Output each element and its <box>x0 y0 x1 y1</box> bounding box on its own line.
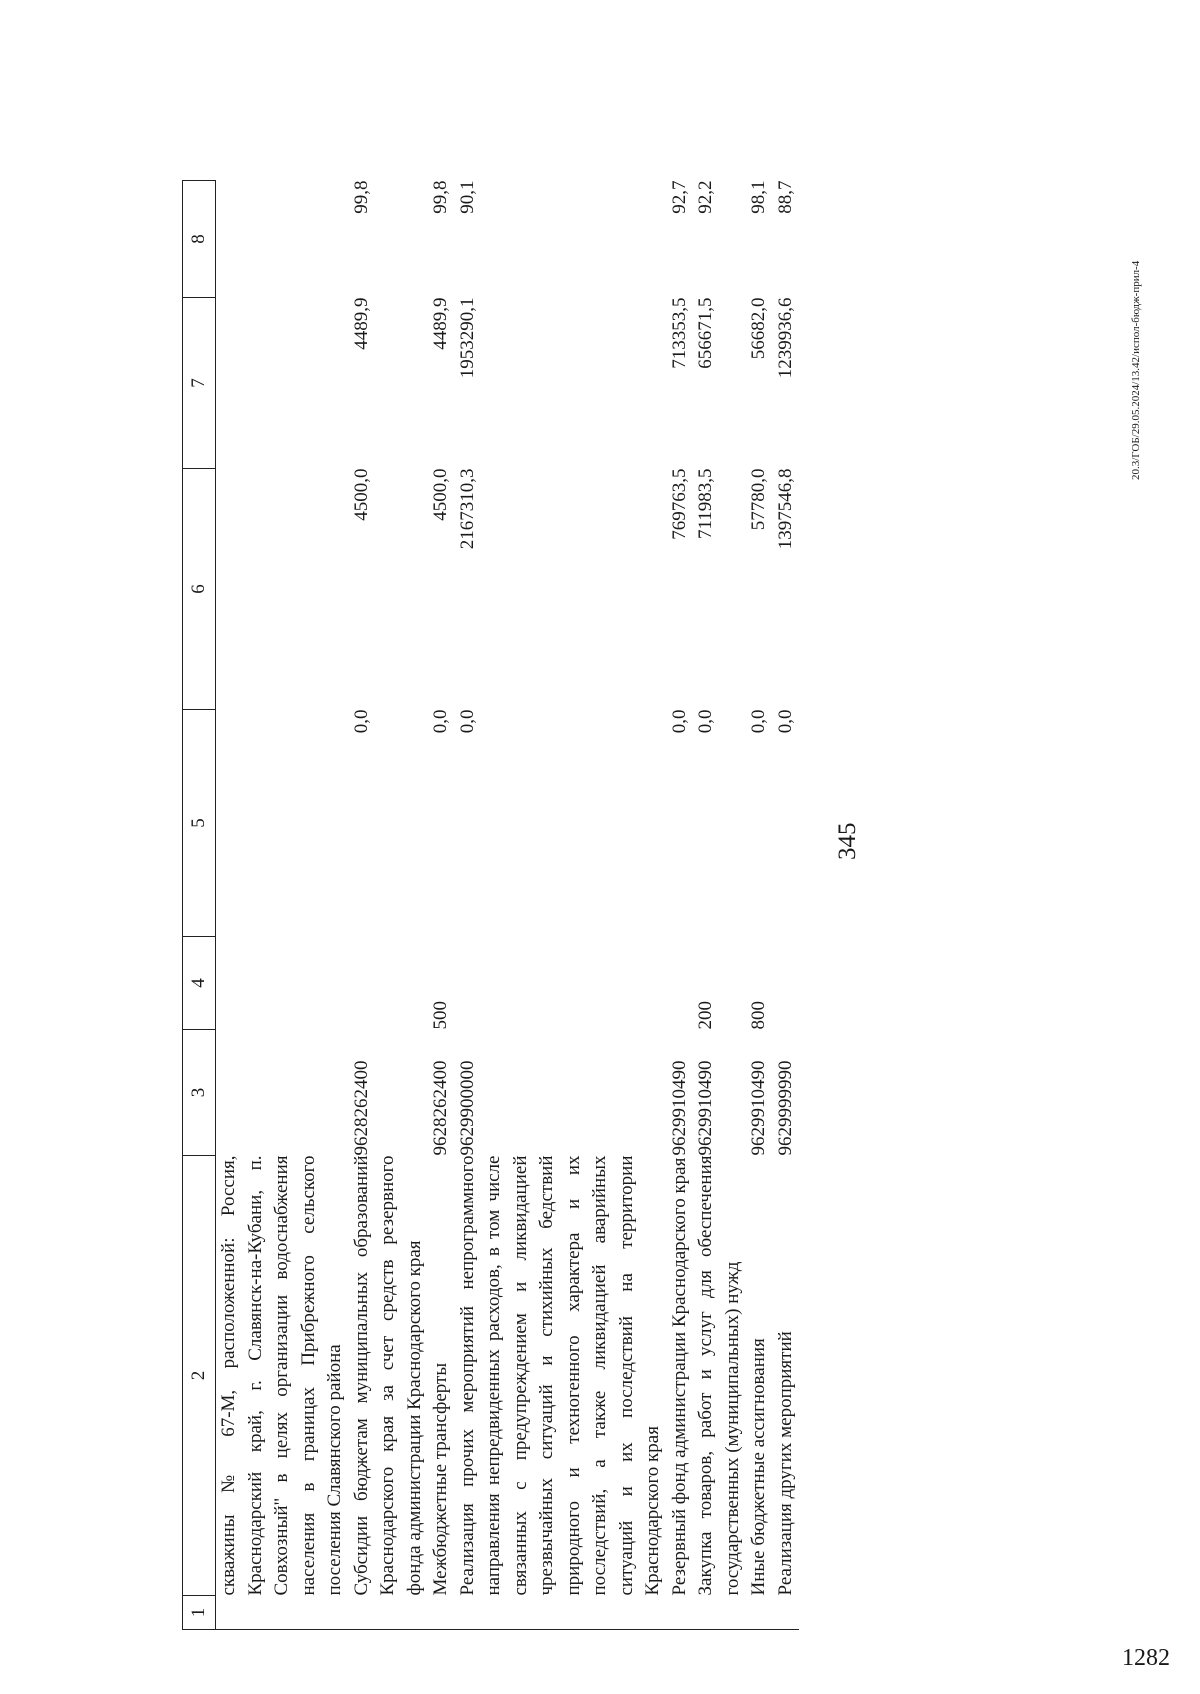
value-col6: 711983,5 <box>695 468 716 540</box>
expense-kind-code: 200 <box>695 1001 716 1030</box>
value-col5: 0,0 <box>350 709 372 734</box>
row-index-cell <box>773 1596 800 1630</box>
value-col7 <box>216 298 349 469</box>
row-index-cell <box>428 1596 455 1630</box>
expense-name: Реализация других мероприятий <box>774 1331 796 1596</box>
value-col5: 0,0 <box>668 709 690 734</box>
table-row <box>693 181 746 1630</box>
row-index-cell <box>349 1596 429 1630</box>
header-row <box>183 181 216 1630</box>
expense-kind-code: 500 <box>430 1001 451 1030</box>
value-col7: 1239936,6 <box>774 297 796 379</box>
expense-kind-code <box>667 937 694 1030</box>
expense-name: Резервный фонд администрации Краснодарского края <box>668 1157 690 1596</box>
value-col5: 0,0 <box>774 709 796 734</box>
row-index-cell <box>667 1596 694 1630</box>
table-row <box>746 181 773 1630</box>
sheet-number: 1282 <box>1122 1645 1170 1671</box>
value-col8: 99,8 <box>430 180 451 214</box>
expense-name: Межбюджетные трансферты <box>430 1362 451 1596</box>
target-article-code <box>216 1030 349 1156</box>
value-col6: 1397546,8 <box>774 468 796 550</box>
document-stamp: 20.3/ГОБ/29.05.2024/13.42/испол-бюдж-прил-4 <box>1130 260 1142 480</box>
value-col7: 656671,5 <box>695 297 716 369</box>
value-col8 <box>216 181 349 298</box>
value-col6: 769763,5 <box>668 468 690 540</box>
value-col6: 57780,0 <box>748 468 769 531</box>
value-col5: 0,0 <box>456 709 478 734</box>
value-col8: 88,7 <box>774 180 796 214</box>
budget-table <box>182 180 799 1630</box>
value-col5: 0,0 <box>695 709 716 734</box>
value-col8: 90,1 <box>456 180 478 214</box>
value-col8: 99,8 <box>350 180 372 214</box>
header-cell: 5 <box>183 710 216 937</box>
table-row <box>667 181 694 1630</box>
table-row <box>455 181 667 1630</box>
value-col6 <box>216 469 349 710</box>
value-col5: 0,0 <box>748 709 769 734</box>
header-cell: 1 <box>183 1596 216 1630</box>
row-index-cell <box>693 1596 746 1630</box>
value-col8: 92,7 <box>668 180 690 214</box>
row-index-cell <box>455 1596 667 1630</box>
target-article-code: 9628262400 <box>350 1060 372 1156</box>
header-cell: 8 <box>183 181 216 298</box>
value-col8: 98,1 <box>748 180 769 214</box>
table-row <box>428 181 455 1630</box>
value-col7: 4489,9 <box>350 297 372 350</box>
target-article-code: 9629999990 <box>774 1060 796 1156</box>
value-col6: 4500,0 <box>430 468 451 521</box>
expense-kind-code: 800 <box>748 1001 769 1030</box>
target-article-code: 9629900000 <box>456 1060 478 1156</box>
value-col7: 56682,0 <box>748 297 769 360</box>
page-number: 345 <box>834 822 861 860</box>
table-row <box>773 181 800 1630</box>
target-article-code: 9629910490 <box>748 1060 769 1156</box>
header-cell: 6 <box>183 469 216 710</box>
expense-kind-code <box>455 937 667 1030</box>
rotated-page <box>65 30 1165 1630</box>
value-col7: 4489,9 <box>430 297 451 350</box>
value-col7: 1953290,1 <box>456 297 478 379</box>
expense-name: скважины № 67-М, расположенной: Россия, Краснодарский край, г. Славянск-на-Кубани, п. Совхозный" в целях организации водоснабжения населения в границах Прибрежного сельского поселения Славянского района <box>218 1155 345 1596</box>
header-cell: 3 <box>183 1030 216 1156</box>
target-article-code: 9629910490 <box>695 1060 716 1156</box>
row-index-cell <box>216 1596 349 1630</box>
row-index-cell <box>746 1596 773 1630</box>
header-cell: 2 <box>183 1156 216 1596</box>
value-col5 <box>216 710 349 937</box>
target-article-code: 9628262400 <box>430 1060 451 1156</box>
value-col5: 0,0 <box>430 709 451 734</box>
value-col6: 2167310,3 <box>456 468 478 550</box>
expense-name: Субсидии бюджетам муниципальных образований Краснодарского края за счет средств резервного фонда администрации Краснодарского края <box>350 1155 425 1596</box>
header-cell: 4 <box>183 937 216 1030</box>
table-row <box>349 181 429 1630</box>
value-col6: 4500,0 <box>350 468 372 521</box>
target-article-code: 9629910490 <box>668 1060 690 1156</box>
expense-kind-code <box>773 937 800 1030</box>
table-row <box>216 181 349 1630</box>
expense-kind-code <box>349 937 429 1030</box>
header-cell: 7 <box>183 298 216 469</box>
expense-name: Иные бюджетные ассигнования <box>748 1338 769 1596</box>
value-col8: 92,2 <box>695 180 716 214</box>
expense-kind-code <box>216 937 349 1030</box>
expense-name: Реализация прочих мероприятий непрограммного направления непредвиденных расходов, в том числе связанных с предупреждением и ликвидацией чрезвычайных ситуаций и стихийных бедствий природного и техногенного характера и их последствий, а также ликвидацией аварийных ситуаций и их последствий на территории Краснодарского края <box>456 1155 663 1596</box>
expense-name: Закупка товаров, работ и услуг для обеспечения государственных (муниципальных) нужд <box>695 1155 743 1596</box>
value-col7: 713353,5 <box>668 297 690 369</box>
